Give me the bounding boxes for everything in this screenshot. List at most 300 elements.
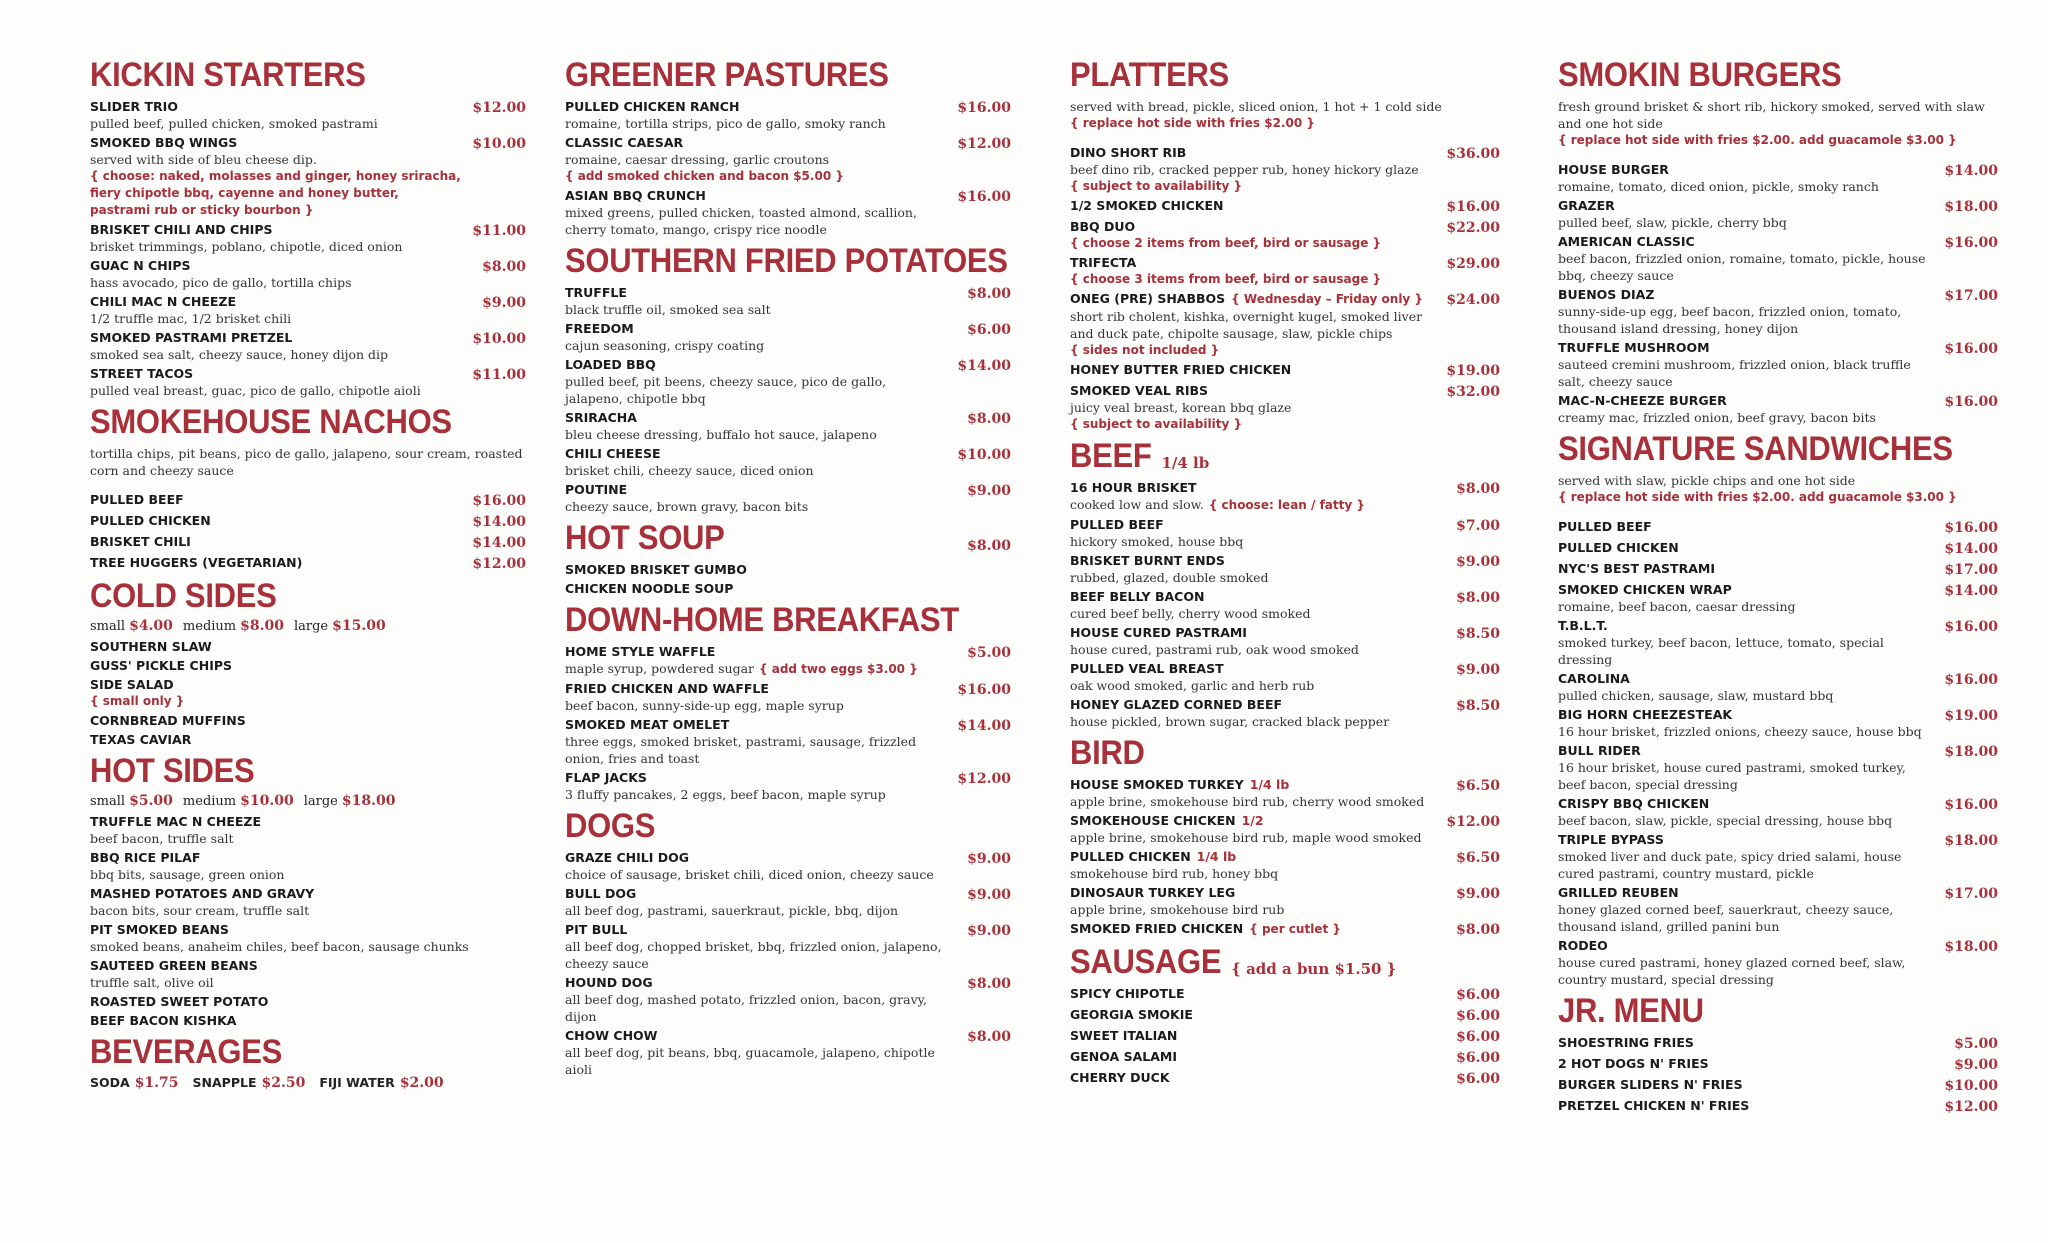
size-prices xyxy=(90,617,526,636)
item-main xyxy=(1070,1006,1456,1023)
item-main xyxy=(90,813,526,847)
item-price: $6.00 xyxy=(1456,1008,1500,1024)
item-description-text: hickory smoked, house bbq xyxy=(1070,534,1244,549)
item-name-text: TREE HUGGERS (VEGETARIAN) xyxy=(90,555,303,570)
item-description-text: sauteed cremini mushroom, frizzled onion, black truffle salt, cheezy sauce xyxy=(1558,357,1911,389)
item-price: $19.00 xyxy=(1944,708,1998,724)
item-name xyxy=(1070,1069,1446,1086)
menu-item xyxy=(1070,290,1500,359)
item-price: $10.00 xyxy=(472,331,526,347)
section-title: BEVERAGES xyxy=(90,1031,282,1071)
item-description-text: apple brine, smokehouse bird rub, maple wood smoked xyxy=(1070,830,1422,845)
item-description xyxy=(565,733,947,767)
item-name-text: SMOKEHOUSE CHICKEN xyxy=(1070,813,1236,828)
item-name-text: SAUTEED GREEN BEANS xyxy=(90,958,258,973)
item-description-text: beef bacon, frizzled onion, romaine, tomato, pickle, house bbq, cheezy sauce xyxy=(1558,251,1926,283)
item-price: $5.00 xyxy=(1954,1036,1998,1052)
beverage-name: SODA xyxy=(90,1075,130,1090)
item-name xyxy=(565,716,947,733)
item-name xyxy=(565,481,957,498)
menu-item xyxy=(90,491,526,510)
item-description-text: juicy veal breast, korean bbq glaze xyxy=(1070,400,1292,415)
item-price: $9.00 xyxy=(967,923,1011,939)
item-name xyxy=(90,1012,516,1029)
section-title: COLD SIDES xyxy=(90,575,277,615)
menu-item xyxy=(1070,361,1500,380)
menu-item xyxy=(90,957,526,991)
item-description xyxy=(1070,605,1446,622)
size-price: $15.00 xyxy=(332,618,386,634)
item-description-text: honey glazed corned beef, sauerkraut, cheezy sauce, thousand island, grilled panini bun xyxy=(1558,902,1894,934)
item-name-text: PULLED CHICKEN xyxy=(1070,849,1191,864)
item-price: $16.00 xyxy=(1944,672,1998,688)
item-name xyxy=(1070,588,1446,605)
section-title: BIRD xyxy=(1070,732,1145,772)
item-description xyxy=(565,902,957,919)
item-description-text: beef bacon, truffle salt xyxy=(90,831,234,846)
section-header xyxy=(90,750,526,792)
item-note: { choose 3 items from beef, bird or sausage } xyxy=(1070,272,1382,286)
item-main xyxy=(565,643,967,678)
item-main xyxy=(1558,161,1944,195)
item-main xyxy=(565,974,967,1025)
item-main xyxy=(90,712,526,729)
item-description xyxy=(1070,901,1446,918)
item-name xyxy=(565,885,957,902)
item-name-text: GUAC N CHIPS xyxy=(90,258,191,273)
item-name-text: ROASTED SWEET POTATO xyxy=(90,994,269,1009)
section-header xyxy=(565,240,1011,282)
item-price: $10.00 xyxy=(472,136,526,152)
item-description xyxy=(1558,356,1934,390)
item-name xyxy=(565,643,957,660)
item-price: $6.00 xyxy=(1456,1029,1500,1045)
item-main xyxy=(565,134,957,185)
item-name-text: SPICY CHIPOTLE xyxy=(1070,986,1185,1001)
item-name-text: FRIED CHICKEN AND WAFFLE xyxy=(565,681,769,696)
item-price: $16.00 xyxy=(957,682,1011,698)
item-description xyxy=(565,498,957,515)
menu-item xyxy=(1558,1055,1998,1074)
menu-item xyxy=(1070,516,1500,550)
menu-section xyxy=(565,517,1011,597)
item-price: $24.00 xyxy=(1446,292,1500,308)
item-name xyxy=(1070,479,1446,496)
menu-item xyxy=(565,561,1011,578)
item-name-text: CHOW CHOW xyxy=(565,1028,658,1043)
item-description-text: pulled veal breast, guac, pico de gallo, chipotle aioli xyxy=(90,383,421,398)
item-price: $16.00 xyxy=(957,100,1011,116)
item-main xyxy=(1070,588,1456,622)
item-price: $19.00 xyxy=(1446,363,1500,379)
item-price: $9.00 xyxy=(1456,554,1500,570)
item-price: $6.00 xyxy=(967,322,1011,338)
menu-item xyxy=(565,445,1011,479)
item-main xyxy=(1070,696,1456,730)
item-note: { choose: lean / fatty } xyxy=(1208,498,1365,512)
item-name xyxy=(90,512,462,529)
item-description xyxy=(1558,598,1934,615)
item-main xyxy=(90,257,482,291)
item-price: $6.00 xyxy=(1456,1071,1500,1087)
item-name xyxy=(90,849,516,866)
item-name-suffix: 1/2 xyxy=(1241,813,1264,828)
item-name-text: LOADED BBQ xyxy=(565,357,656,372)
beverage-list xyxy=(90,1073,526,1093)
item-price: $9.00 xyxy=(1954,1057,1998,1073)
item-name-text: BRISKET BURNT ENDS xyxy=(1070,553,1225,568)
item-price: $8.50 xyxy=(1456,626,1500,642)
item-description xyxy=(565,697,947,714)
item-name-text: PULLED BEEF xyxy=(1070,517,1164,532)
item-description-text: all beef dog, pit beans, bbq, guacamole, jalapeno, chipotle aioli xyxy=(565,1045,935,1077)
item-name-text: MASHED POTATOES AND GRAVY xyxy=(90,886,315,901)
item-name xyxy=(1558,706,1934,723)
item-name-text: SOUTHERN SLAW xyxy=(90,639,212,654)
item-main xyxy=(1070,848,1456,882)
item-main xyxy=(565,481,967,515)
item-name-text: SMOKED BBQ WINGS xyxy=(90,135,238,150)
item-main xyxy=(90,533,472,550)
menu-item xyxy=(90,731,526,748)
menu-item xyxy=(90,813,526,847)
menu-item xyxy=(1558,286,1998,337)
item-price: $16.00 xyxy=(1944,520,1998,536)
item-name xyxy=(1558,286,1934,303)
menu-item xyxy=(1558,581,1998,615)
item-description-text: apple brine, smokehouse bird rub, cherry wood smoked xyxy=(1070,794,1425,809)
item-price: $11.00 xyxy=(472,367,526,383)
menu-item xyxy=(90,657,526,674)
item-description-text: pulled chicken, sausage, slaw, mustard bbq xyxy=(1558,688,1834,703)
item-name-text: BUENOS DIAZ xyxy=(1558,287,1655,302)
item-price: $9.00 xyxy=(967,887,1011,903)
item-description xyxy=(1558,954,1934,988)
item-note: { add two eggs $3.00 } xyxy=(759,662,918,676)
item-price: $8.00 xyxy=(1456,481,1500,497)
item-description xyxy=(1558,634,1934,668)
item-name xyxy=(1070,290,1436,308)
item-name-suffix: 1/4 lb xyxy=(1196,849,1237,864)
item-main xyxy=(565,561,1011,578)
item-name xyxy=(1558,937,1934,954)
item-name-text: AMERICAN CLASSIC xyxy=(1558,234,1695,249)
item-note: { choose: naked, molasses and ginger, honey sriracha, fiery chipotle bbq, cayenne and honey butter, pastrami rub or sticky bourbon } xyxy=(90,169,461,217)
section-title: HOT SIDES xyxy=(90,750,255,790)
item-main xyxy=(90,134,472,219)
item-main xyxy=(565,409,967,443)
menu-item xyxy=(565,716,1011,767)
item-name-text: SMOKED PASTRAMI PRETZEL xyxy=(90,330,293,345)
menu-section xyxy=(1558,990,1998,1116)
size-price: $4.00 xyxy=(129,618,173,634)
item-price: $36.00 xyxy=(1446,146,1500,162)
section-description: served with slaw, pickle chips and one hot side xyxy=(1558,473,1856,488)
item-main xyxy=(1070,660,1456,694)
item-main xyxy=(1070,144,1446,195)
item-main xyxy=(90,491,472,508)
item-description xyxy=(1558,409,1934,426)
item-name xyxy=(1558,1055,1944,1072)
item-name-text: TRIFECTA xyxy=(1070,255,1137,270)
item-main xyxy=(565,680,957,714)
item-description-text: mixed greens, pulled chicken, toasted almond, scallion, cherry tomato, mango, crispy rice noodle xyxy=(565,205,917,237)
item-description xyxy=(1070,793,1446,810)
item-description xyxy=(90,310,472,327)
item-name-text: CHILI MAC N CHEEZE xyxy=(90,294,237,309)
item-name-text: TRIPLE BYPASS xyxy=(1558,832,1664,847)
item-price: $11.00 xyxy=(472,223,526,239)
menu-item xyxy=(1558,392,1998,426)
item-price: $9.00 xyxy=(482,295,526,311)
item-description-text: maple syrup, powdered sugar xyxy=(565,661,754,676)
item-price: $18.00 xyxy=(1944,833,1998,849)
item-name-text: RODEO xyxy=(1558,938,1608,953)
menu-item xyxy=(565,409,1011,443)
item-description xyxy=(1558,848,1934,882)
menu-section xyxy=(90,1031,526,1093)
section-header xyxy=(90,1031,526,1073)
item-description-text: beef dino rib, cracked pepper rub, honey hickory glaze xyxy=(1070,162,1419,177)
item-note: { Wednesday – Friday only } xyxy=(1231,292,1423,306)
item-description-text: pulled beef, pit beens, cheezy sauce, pico de gallo, jalapeno, chipotle bbq xyxy=(565,374,887,406)
section-header xyxy=(1558,54,1998,96)
item-price: $8.00 xyxy=(1456,590,1500,606)
menu-item xyxy=(1070,552,1500,586)
item-description xyxy=(565,115,947,132)
item-name xyxy=(90,813,516,830)
item-price: $16.00 xyxy=(1446,199,1500,215)
item-name xyxy=(90,221,462,238)
item-main xyxy=(1070,382,1446,433)
spacer xyxy=(1070,132,1500,142)
menu-item xyxy=(1070,624,1500,658)
item-name xyxy=(1070,1027,1446,1044)
item-name-text: HOUND DOG xyxy=(565,975,653,990)
menu-item xyxy=(1070,1069,1500,1088)
section-header xyxy=(565,517,1011,559)
item-description xyxy=(1070,641,1446,658)
item-main xyxy=(565,320,967,354)
item-price: $9.00 xyxy=(1456,662,1500,678)
item-name-text: BULL RIDER xyxy=(1558,743,1641,758)
section-price: $8.00 xyxy=(967,538,1011,554)
menu-item xyxy=(1558,884,1998,935)
item-description xyxy=(90,382,462,399)
item-name-text: CHICKEN NOODLE SOUP xyxy=(565,581,734,596)
menu-section xyxy=(1558,428,1998,988)
menu-item xyxy=(1558,795,1998,829)
menu-item xyxy=(90,849,526,883)
item-name xyxy=(90,638,516,655)
item-description xyxy=(565,204,947,238)
item-name xyxy=(565,284,957,301)
item-name-text: SWEET ITALIAN xyxy=(1070,1028,1178,1043)
item-description-text: all beef dog, chopped brisket, bbq, frizzled onion, jalapeno, cheezy sauce xyxy=(565,939,942,971)
item-price: $10.00 xyxy=(1944,1078,1998,1094)
item-name xyxy=(1070,1006,1446,1023)
size-label: medium xyxy=(182,619,237,634)
menu-section xyxy=(565,54,1011,238)
item-main xyxy=(1558,831,1944,882)
menu-item xyxy=(90,554,526,573)
item-main xyxy=(1070,985,1456,1002)
menu-item xyxy=(1070,884,1500,918)
menu-item xyxy=(1558,539,1998,558)
item-name-text: CORNBREAD MUFFINS xyxy=(90,713,246,728)
item-description-text: brisket chili, cheezy sauce, diced onion xyxy=(565,463,814,478)
item-main xyxy=(1558,937,1944,988)
item-price: $12.00 xyxy=(1944,1099,1998,1115)
item-main xyxy=(1558,392,1944,426)
menu-section xyxy=(90,750,526,1029)
menu-section xyxy=(565,805,1011,1078)
menu-item xyxy=(1070,696,1500,730)
item-name xyxy=(90,329,462,346)
item-description-text: romaine, tomato, diced onion, pickle, smoky ranch xyxy=(1558,179,1879,194)
section-title: SMOKIN BURGERS xyxy=(1558,54,1842,94)
menu-item xyxy=(90,221,526,255)
item-name xyxy=(1558,1097,1934,1114)
menu-item xyxy=(90,676,526,710)
section-title: GREENER PASTURES xyxy=(565,54,889,94)
item-name-text: BEEF BACON KISHKA xyxy=(90,1013,237,1028)
item-name-text: CLASSIC CAESAR xyxy=(565,135,684,150)
item-name xyxy=(1558,392,1934,409)
item-price: $9.00 xyxy=(967,483,1011,499)
size-label: medium xyxy=(182,794,237,809)
item-name xyxy=(1070,985,1446,1002)
section-header xyxy=(565,805,1011,847)
item-price: $12.00 xyxy=(957,771,1011,787)
item-note: { sides not included } xyxy=(1070,343,1220,357)
item-name-text: BIG HORN CHEEZESTEAK xyxy=(1558,707,1733,722)
menu-item xyxy=(1070,254,1500,288)
section-title: DOGS xyxy=(565,805,656,845)
item-description xyxy=(1558,812,1934,829)
menu-item xyxy=(1070,848,1500,882)
item-name-text: HOUSE CURED PASTRAMI xyxy=(1070,625,1247,640)
item-description xyxy=(565,462,947,479)
item-name xyxy=(1070,920,1446,938)
menu-item xyxy=(565,769,1011,803)
menu-item xyxy=(1070,812,1500,846)
item-description-text: bacon bits, sour cream, truffle salt xyxy=(90,903,310,918)
item-description xyxy=(565,660,957,678)
item-price: $17.00 xyxy=(1944,562,1998,578)
item-description-text: all beef dog, mashed potato, frizzled onion, bacon, gravy, dijon xyxy=(565,992,928,1024)
item-main xyxy=(90,221,472,255)
item-name xyxy=(1070,144,1436,161)
item-name-text: HONEY GLAZED CORNED BEEF xyxy=(1070,697,1283,712)
item-name xyxy=(90,657,516,674)
item-price: $12.00 xyxy=(472,556,526,572)
item-name xyxy=(1558,831,1934,848)
item-name xyxy=(1558,161,1934,178)
item-name xyxy=(90,993,516,1010)
section-title-suffix: { add a bun $1.50 } xyxy=(1231,960,1397,978)
item-description-text: smoked beans, anaheim chiles, beef bacon, sausage chunks xyxy=(90,939,469,954)
item-description xyxy=(1070,865,1446,882)
item-price: $17.00 xyxy=(1944,288,1998,304)
menu-item xyxy=(90,1012,526,1029)
menu-item xyxy=(565,643,1011,678)
item-name-text: GRAZER xyxy=(1558,198,1615,213)
item-name-text: PRETZEL CHICKEN N' FRIES xyxy=(1558,1098,1750,1113)
item-main xyxy=(1070,1048,1456,1065)
item-description-text: oak wood smoked, garlic and herb rub xyxy=(1070,678,1315,693)
section-title: HOT SOUP xyxy=(565,517,725,557)
size-price: $5.00 xyxy=(129,793,173,809)
size-label: small xyxy=(90,794,126,809)
menu-item xyxy=(1070,218,1500,252)
item-main xyxy=(1070,552,1456,586)
spacer xyxy=(1558,149,1998,159)
section-title: SOUTHERN FRIED POTATOES xyxy=(565,240,1008,280)
item-name-text: PULLED CHICKEN xyxy=(90,513,211,528)
item-description xyxy=(1558,178,1934,195)
item-name xyxy=(1558,1076,1934,1093)
menu-item xyxy=(1558,339,1998,390)
item-name xyxy=(565,974,957,991)
item-description-text: 16 hour brisket, frizzled onions, cheezy sauce, house bbq xyxy=(1558,724,1922,739)
item-description-text: rubbed, glazed, double smoked xyxy=(1070,570,1269,585)
item-price: $8.50 xyxy=(1456,698,1500,714)
item-main xyxy=(1558,1055,1954,1072)
item-name xyxy=(565,769,947,786)
item-name xyxy=(90,98,462,115)
item-name-text: 16 HOUR BRISKET xyxy=(1070,480,1197,495)
section-title: SAUSAGE xyxy=(1070,941,1222,981)
item-description-text: apple brine, smokehouse bird rub xyxy=(1070,902,1285,917)
item-description-text: 3 fluffy pancakes, 2 eggs, beef bacon, maple syrup xyxy=(565,787,886,802)
item-price: $6.50 xyxy=(1456,778,1500,794)
menu-section xyxy=(565,599,1011,803)
item-description xyxy=(90,938,516,955)
item-name xyxy=(1070,197,1436,214)
item-price: $18.00 xyxy=(1944,939,1998,955)
size-prices xyxy=(90,792,526,811)
item-price: $10.00 xyxy=(957,447,1011,463)
item-price: $5.00 xyxy=(967,645,1011,661)
item-name-text: 1/2 SMOKED CHICKEN xyxy=(1070,198,1224,213)
item-name-text: TEXAS CAVIAR xyxy=(90,732,192,747)
item-main xyxy=(1070,290,1446,359)
item-name xyxy=(565,409,957,426)
item-description-text: 16 hour brisket, house cured pastrami, smoked turkey, beef bacon, special dressing xyxy=(1558,760,1906,792)
item-main xyxy=(565,849,967,883)
item-name-text: HONEY BUTTER FRIED CHICKEN xyxy=(1070,362,1292,377)
item-main xyxy=(1070,812,1446,846)
item-price: $22.00 xyxy=(1446,220,1500,236)
item-name-text: PULLED VEAL BREAST xyxy=(1070,661,1224,676)
item-name xyxy=(1558,233,1934,250)
item-name-text: SMOKED MEAT OMELET xyxy=(565,717,730,732)
section-header xyxy=(90,54,526,96)
menu-section xyxy=(1070,732,1500,939)
menu-item xyxy=(1070,920,1500,939)
item-main xyxy=(90,293,482,327)
item-main xyxy=(1558,1097,1944,1114)
item-main xyxy=(1070,197,1446,214)
item-name xyxy=(90,731,516,748)
item-name xyxy=(1070,884,1446,901)
item-description xyxy=(90,974,516,991)
beverage-price: $2.00 xyxy=(399,1075,444,1091)
menu-section xyxy=(1070,435,1500,730)
item-description-text: truffle salt, olive oil xyxy=(90,975,214,990)
item-name xyxy=(1558,197,1934,214)
